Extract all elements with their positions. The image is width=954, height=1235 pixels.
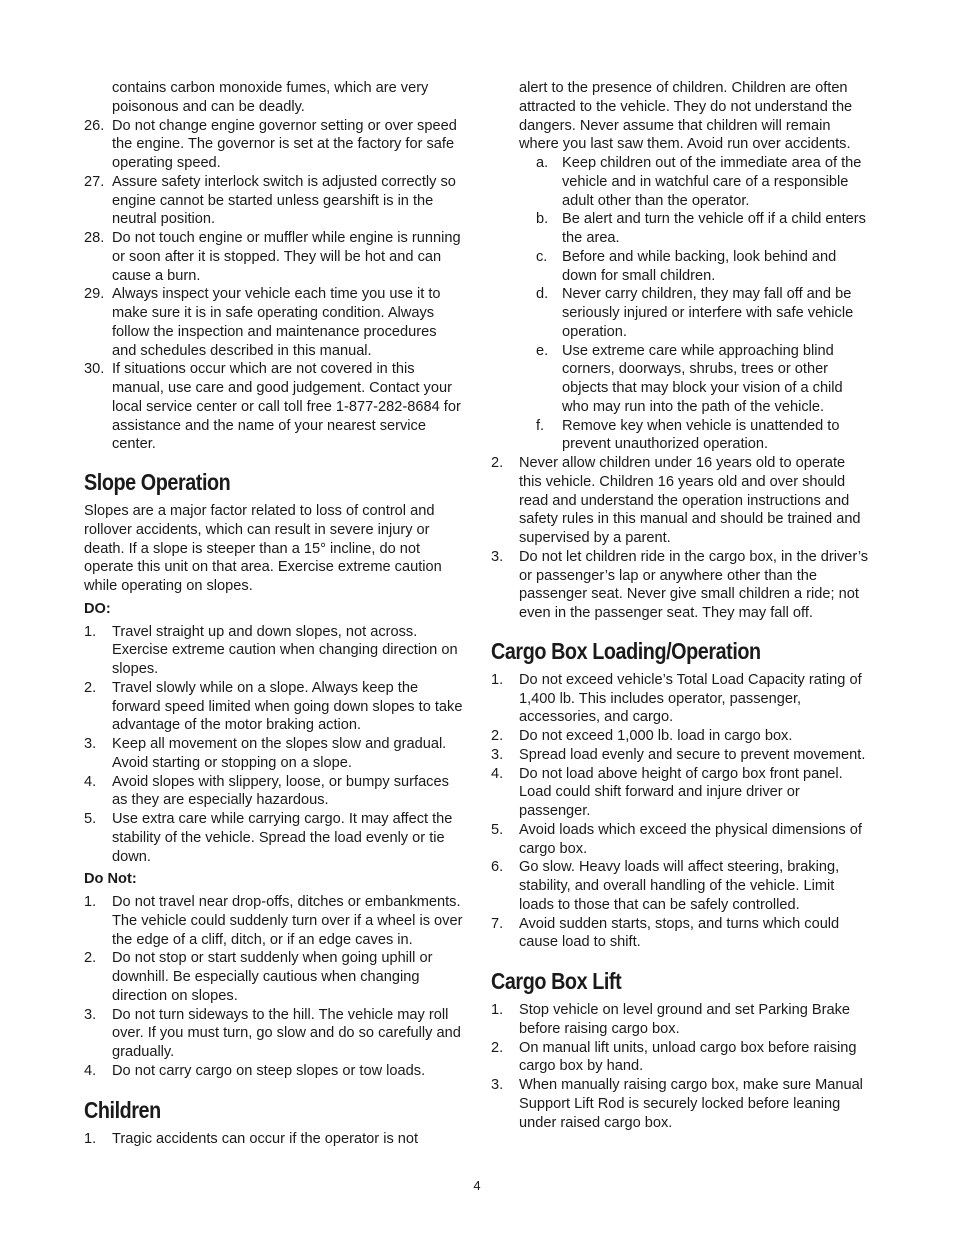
list-item-number: 4.: [84, 1062, 97, 1079]
list-item-number: e.: [536, 342, 549, 359]
list-item: [519, 210, 871, 248]
list-item-text: Tragic accidents can occur if the operator is not: [112, 1130, 419, 1147]
list-item-number: c.: [536, 248, 548, 265]
list-item: [84, 949, 464, 1005]
list-item-number: 30.: [84, 361, 105, 378]
page-number: 4: [473, 1178, 481, 1193]
list-item: [84, 229, 464, 285]
list-item-text: Never allow children under 16 years old to operate this vehicle. Children 16 years old and over should read and understand the operation instructions and safety rules in this manual and should be trained and supervised by a parent.: [519, 455, 861, 546]
list-item: [84, 679, 464, 735]
list-item-text: Assure safety interlock switch is adjusted correctly so engine cannot be started unless gearshift is in the neutral position.: [112, 173, 456, 228]
list-item: [84, 1130, 464, 1149]
list-item: [491, 915, 871, 953]
list-item: [84, 117, 464, 173]
list-item-text: If situations occur which are not covered in this manual, use care and good judgement. Contact your local service center or call toll free 1-877-282-8684 for assistance and the name of your nearest service center.: [112, 361, 461, 453]
list-item-text: Always inspect your vehicle each time you use it to make sure it is in safe operating condition. Always follow the inspection and maintenance procedures and schedules described in this manual.: [112, 286, 441, 359]
children-sub-list: [491, 154, 871, 454]
list-item-text: Avoid slopes with slippery, loose, or bumpy surfaces as they are especially hazardous.: [112, 773, 449, 809]
list-item: [519, 342, 871, 417]
list-item-text: Go slow. Heavy loads will affect steering, braking, stability, and overall handling of the vehicle. Limit loads to those that can be safely controlled.: [519, 859, 840, 913]
list-item: [491, 727, 871, 746]
list-item: [84, 173, 464, 229]
list-item-number: 6.: [491, 859, 504, 876]
list-item: [491, 1076, 871, 1132]
list-item-number: 1.: [84, 1130, 97, 1147]
list-item: [519, 154, 871, 210]
list-item-number: 2.: [491, 455, 504, 471]
list-item-text: Do not travel near drop-offs, ditches or embankments. The vehicle could suddenly turn over if a wheel is over the edge of a cliff, ditch, or if an edge caves in.: [112, 894, 463, 948]
list-item-text: Avoid loads which exceed the physical dimensions of cargo box.: [519, 821, 862, 857]
list-item: [491, 454, 871, 548]
list-item: [491, 746, 871, 765]
do-label: DO:: [84, 600, 111, 617]
list-item: [84, 735, 464, 773]
list-item-number: 2.: [491, 1039, 504, 1056]
list-item-number: 2.: [84, 679, 97, 696]
list-item-number: 2.: [491, 728, 504, 744]
list-item: [519, 248, 871, 286]
list-item: [491, 765, 871, 821]
list-item-number: 27.: [84, 173, 105, 190]
list-item-text: Never carry children, they may fall off and be seriously injured or interfere with safe vehicle operation.: [562, 286, 854, 340]
list-item-number: 3.: [491, 548, 504, 565]
list-item: [84, 893, 464, 949]
children-heading: Children: [84, 1096, 161, 1123]
list-item-number: f.: [536, 417, 545, 434]
list-item-number: 2.: [84, 950, 97, 967]
list-item-text: When manually raising cargo box, make sure Manual Support Lift Rod is securely locked before leaning under raised cargo box.: [519, 1077, 863, 1131]
list-item-text: Do not carry cargo on steep slopes or tow loads.: [112, 1062, 426, 1079]
slope-intro: Slopes are a major factor related to loss of control and rollover accidents, which can result in severe injury or death. If a slope is steeper than a 15° incline, do not operate this unit on that area. Exercise extreme caution while operating on slopes.: [84, 503, 442, 594]
cargo-loading-list: [491, 671, 871, 952]
list-item-number: 1.: [84, 894, 97, 910]
list-item-number: 1.: [491, 671, 504, 688]
list-item-number: a.: [536, 155, 549, 171]
list-item-text: Do not load above height of cargo box front panel. Load could shift forward and injure driver or passenger.: [519, 765, 843, 819]
list-item-text: Do not exceed vehicle’s Total Load Capacity rating of 1,400 lb. This includes operator, passenger, accessories, and cargo.: [519, 671, 862, 726]
list-item-number: b.: [536, 211, 549, 228]
list-item-text: Use extra care while carrying cargo. It may affect the stability of the vehicle. Spread the load evenly or tie down.: [112, 811, 453, 865]
list-item-number: 1.: [491, 1002, 504, 1018]
list-item-number: 3.: [84, 736, 97, 752]
list-item: [491, 548, 871, 623]
list-item-number: 5.: [84, 811, 97, 827]
list-item-number: 7.: [491, 915, 504, 932]
children-list: [84, 1130, 464, 1149]
right-column: [491, 79, 871, 1132]
list-item: [84, 1062, 464, 1081]
list-item-text: Do not let children ride in the cargo box, in the driver’s or passenger’s lap or anywhere other than the passenger seat. Never give small children a ride; not even in the passenger seat. They may fall off.: [519, 548, 869, 621]
list-item-text: Keep children out of the immediate area of the vehicle and in watchful care of a responsible adult other than the operator.: [562, 155, 862, 209]
list-item-text: Do not touch engine or muffler while engine is running or soon after it is stopped. They will be hot and can cause a burn.: [112, 230, 461, 284]
list-item-text: On manual lift units, unload cargo box before raising cargo box by hand.: [519, 1039, 857, 1075]
slope-operation-heading: Slope Operation: [84, 469, 231, 495]
do-not-list: [84, 893, 464, 1081]
list-item: [519, 285, 871, 341]
list-item-number: 1.: [84, 623, 97, 640]
list-item-text: Use extreme care while approaching blind corners, doorways, shrubs, trees or other objects that may block your vision of a child who may run into the path of the vehicle.: [562, 342, 843, 415]
list-item-text: Be alert and turn the vehicle off if a child enters the area.: [562, 211, 866, 246]
cargo-loading-heading: Cargo Box Loading/Operation: [491, 637, 761, 664]
list-item-text: Stop vehicle on level ground and set Parking Brake before raising cargo box.: [519, 1002, 850, 1037]
list-item-number: 26.: [84, 117, 105, 134]
children-continuation: alert to the presence of children. Children are often attracted to the vehicle. They do not understand the dangers. Never assume that children will remain where you last saw them. Avoid run over accidents.: [519, 80, 853, 153]
list-item-text: Before and while backing, look behind and down for small children.: [562, 248, 837, 284]
list-item-text: Do not stop or start suddenly when going uphill or downhill. Be especially cautious when changing direction on slopes.: [112, 950, 433, 1004]
list-item: [84, 1006, 464, 1062]
list-item: [491, 821, 871, 859]
list-item-text: Travel slowly while on a slope. Always keep the forward speed limited when going down slopes to take advantage of the motor braking action.: [112, 679, 463, 734]
list-item: [84, 360, 464, 454]
cargo-lift-list: [491, 1001, 871, 1132]
safety-list: [84, 117, 464, 455]
list-item-number: 4.: [491, 765, 504, 782]
list-item: [491, 1001, 871, 1039]
list-item: [491, 858, 871, 914]
list-item-number: 3.: [491, 1077, 504, 1093]
cargo-lift-heading: Cargo Box Lift: [491, 968, 622, 994]
list-item-number: 28.: [84, 230, 105, 246]
list-item: [491, 671, 871, 727]
list-item-text: Avoid sudden starts, stops, and turns which could cause load to shift.: [519, 915, 840, 951]
do-list: [84, 623, 464, 867]
list-item-text: Travel straight up and down slopes, not across. Exercise extreme caution when changing direction on slopes.: [112, 623, 458, 677]
list-item: [519, 417, 871, 455]
intro-continuation: contains carbon monoxide fumes, which are very poisonous and can be deadly.: [112, 80, 429, 115]
left-column: [84, 79, 464, 1148]
list-item-text: Do not exceed 1,000 lb. load in cargo box.: [519, 728, 793, 744]
list-item-text: Keep all movement on the slopes slow and gradual. Avoid starting or stopping on a slope.: [112, 736, 447, 771]
list-item-number: 29.: [84, 286, 105, 303]
children-list-continued: [491, 454, 871, 623]
list-item-number: 3.: [491, 746, 504, 763]
list-item: [84, 285, 464, 360]
list-item: [84, 773, 464, 811]
list-item-text: Spread load evenly and secure to prevent movement.: [519, 746, 866, 763]
list-item: [84, 810, 464, 866]
do-not-label: Do Not:: [84, 871, 137, 888]
list-item-text: Do not turn sideways to the hill. The vehicle may roll over. If you must turn, go slow and do so carefully and gradually.: [112, 1006, 461, 1060]
list-item-number: 5.: [491, 821, 504, 838]
list-item-number: d.: [536, 286, 549, 303]
list-item-text: Remove key when vehicle is unattended to prevent unauthorized operation.: [562, 417, 840, 453]
list-item: [84, 623, 464, 679]
list-item-number: 3.: [84, 1006, 97, 1023]
list-item: [491, 1039, 871, 1077]
list-item-number: 4.: [84, 773, 97, 790]
list-item-text: Do not change engine governor setting or over speed the engine. The governor is set at the factory for safe operating speed.: [112, 117, 457, 171]
